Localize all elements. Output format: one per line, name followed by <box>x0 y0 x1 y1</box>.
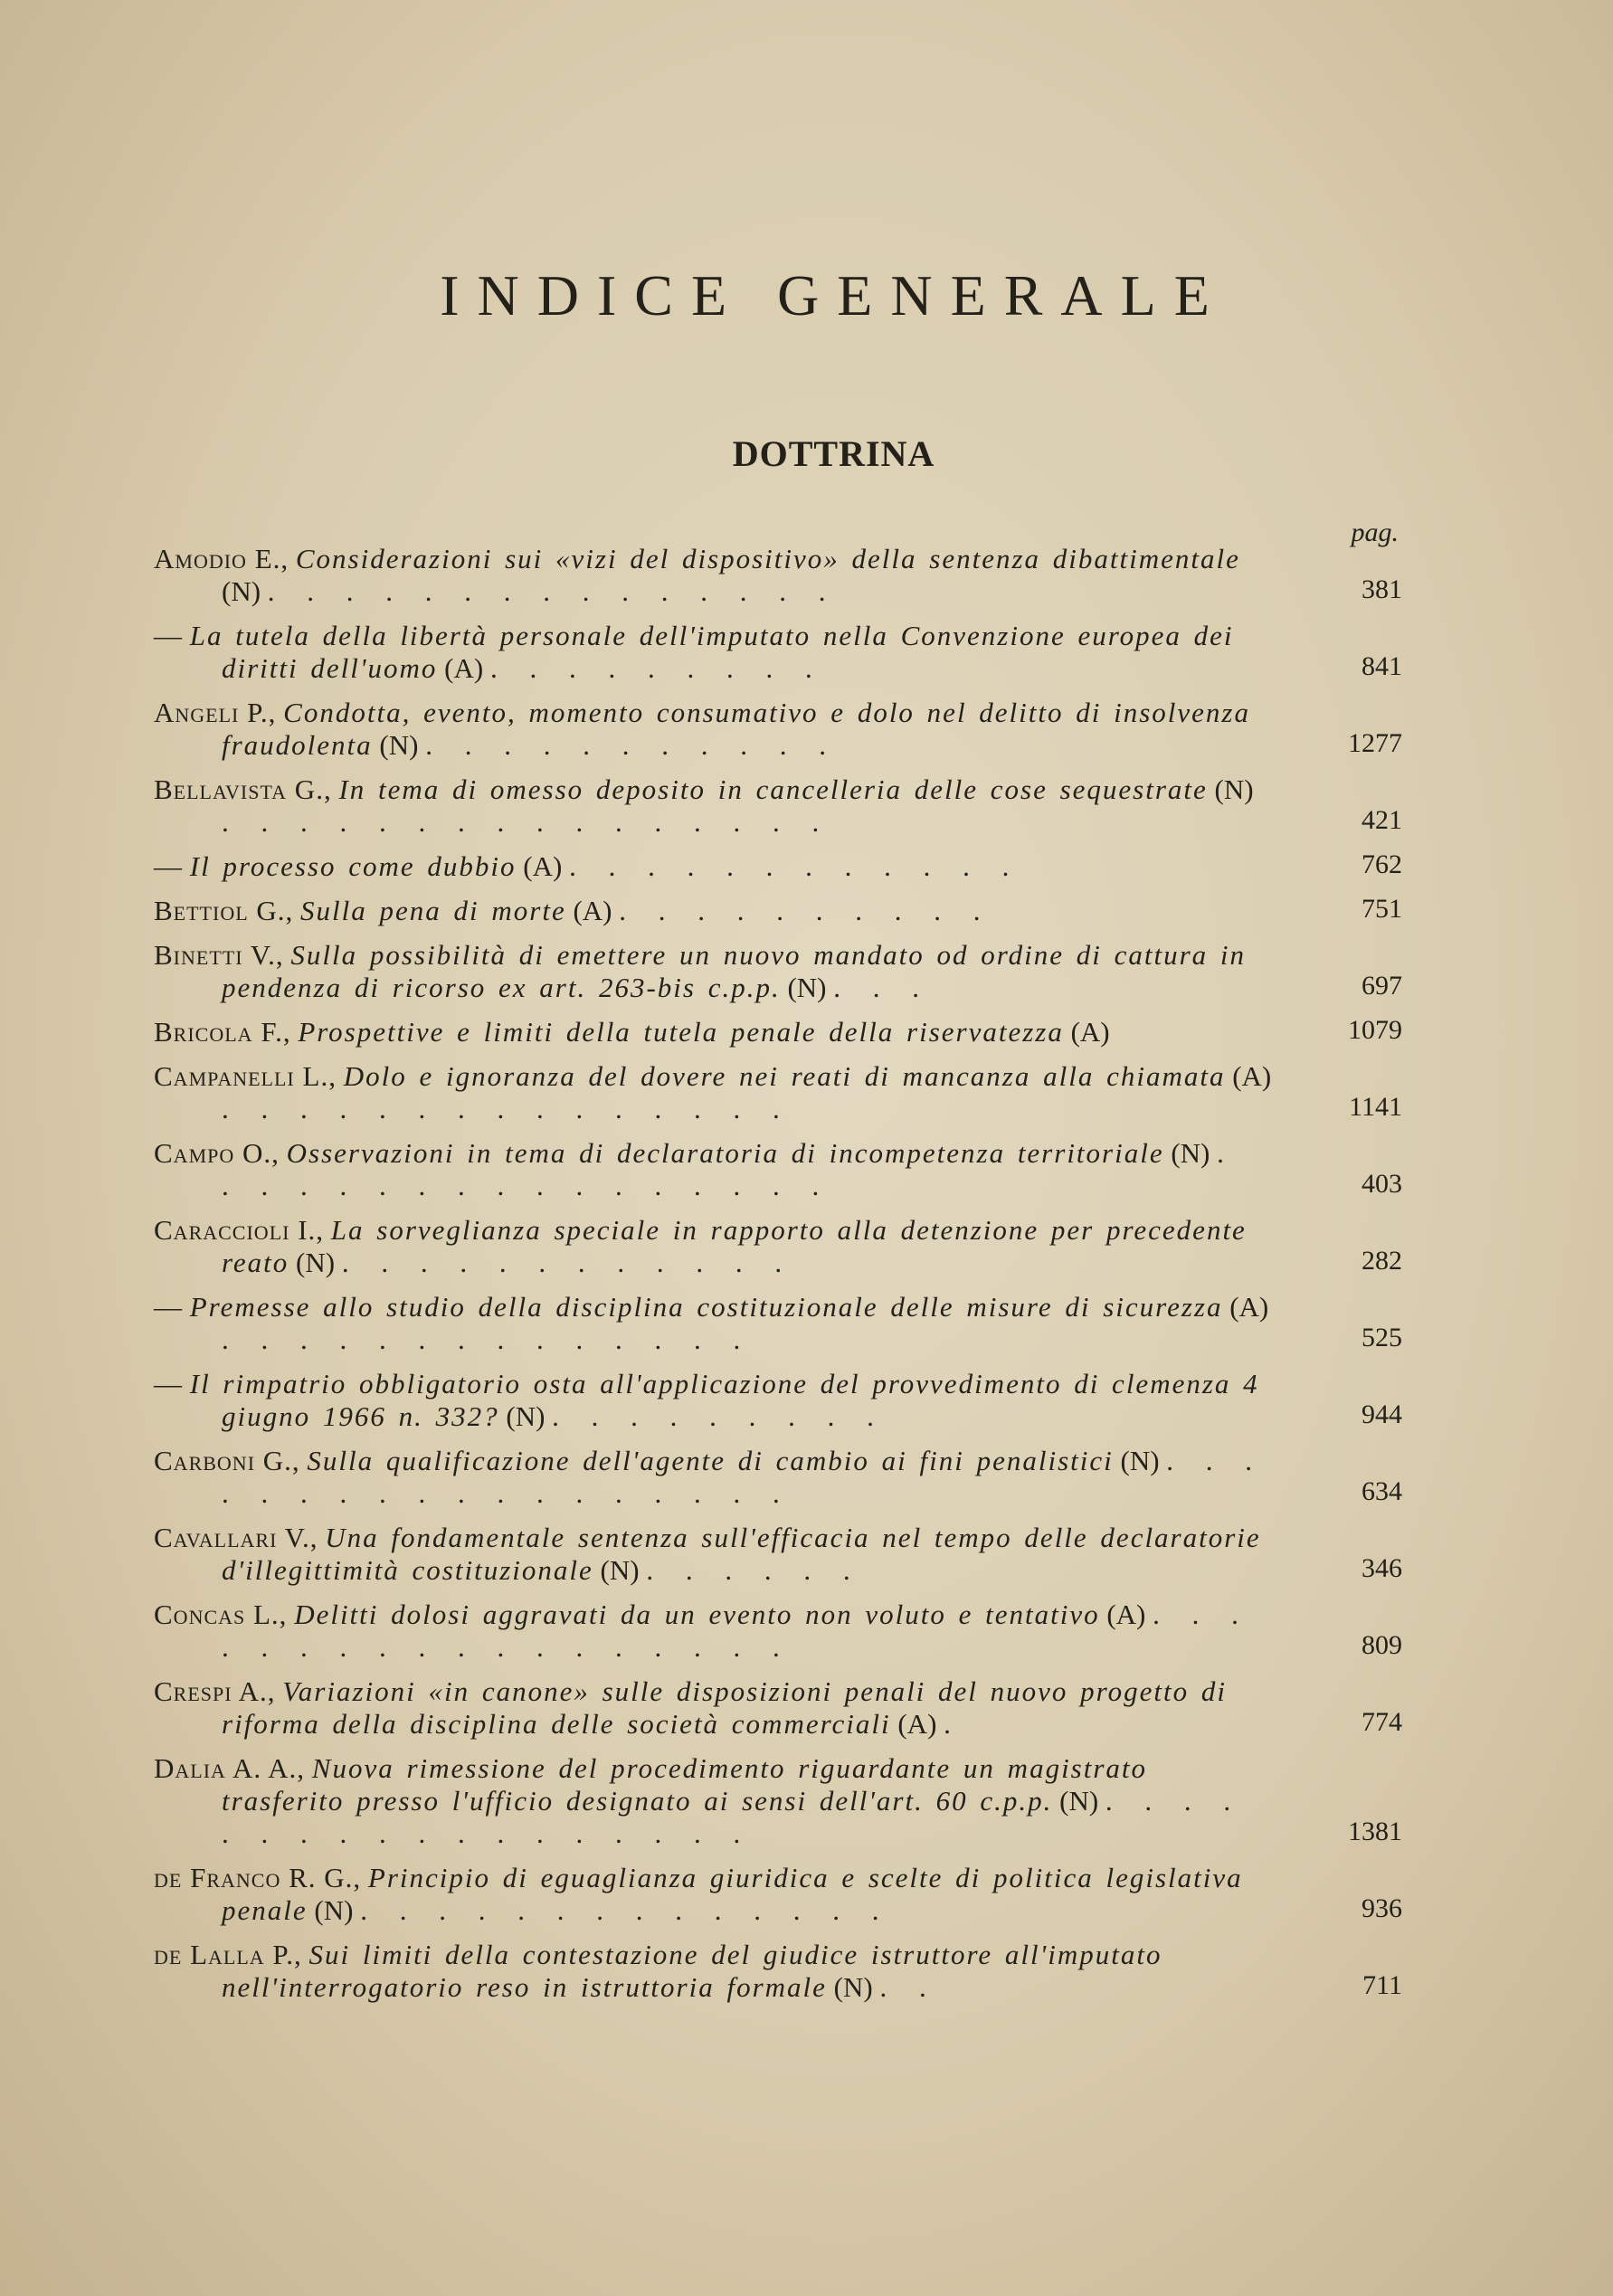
entry-type: (A) <box>573 895 612 926</box>
index-entry <box>154 1939 1402 2004</box>
leader-dots: . . . . . . <box>646 1554 863 1586</box>
leader-dots: . . . <box>833 972 933 1003</box>
entry-author: — <box>154 620 183 651</box>
entry-title: In tema di omesso deposito in cancelleria delle cose sequestrate <box>338 773 1208 805</box>
entry-page-number: 403 <box>1362 1169 1402 1199</box>
entry-type: (N) <box>1059 1785 1099 1817</box>
index-entry <box>154 1675 1402 1741</box>
leader-dots: . . . . . . . . . <box>552 1400 887 1432</box>
leader-dots: . . . . . . . . . . . . . . <box>360 1894 892 1926</box>
index-entry <box>154 1368 1402 1433</box>
entry-author: Bettiol G., <box>154 895 294 926</box>
entry-type: (N) <box>506 1400 546 1432</box>
entry-page-number: 774 <box>1362 1707 1402 1737</box>
entry-type: (A) <box>523 850 563 882</box>
entry-author: Angeli P., <box>154 697 277 728</box>
entry-title: Delitti dolosi aggravati da un evento non voluto e tentativo <box>294 1599 1100 1630</box>
leader-dots: . . . . . . . . . . . <box>425 729 839 761</box>
index-entry <box>154 620 1402 685</box>
entry-page-number: 282 <box>1362 1246 1402 1276</box>
index-entry <box>154 773 1402 839</box>
entry-title: Osservazioni in tema di declaratoria di incompetenza territoriale <box>286 1137 1164 1169</box>
entry-type: (A) <box>897 1708 937 1740</box>
entry-title: Prospettive e limiti della tutela penale della riservatezza <box>298 1016 1064 1048</box>
entry-type: (N) <box>379 729 419 761</box>
entry-author: Crespi A., <box>154 1675 276 1707</box>
index-entry <box>154 1522 1402 1587</box>
index-entries <box>154 543 1402 2016</box>
entry-title: Sui limiti della contestazione del giudice istruttore all'imputato nell'interrogatorio reso in istruttoria formale <box>222 1939 1162 2003</box>
entry-author: Cavallari V., <box>154 1522 318 1553</box>
entry-title: Il processo come dubbio <box>189 850 517 882</box>
entry-type: (N) <box>1120 1445 1160 1476</box>
index-entry <box>154 895 1402 927</box>
entry-title: Sulla qualificazione dell'agente di cambio ai fini penalistici <box>307 1445 1114 1476</box>
entry-page-number: 1381 <box>1348 1817 1402 1846</box>
entry-page-number: 1141 <box>1349 1092 1402 1122</box>
index-entry <box>154 1214 1402 1279</box>
entry-page-number: 381 <box>1362 574 1402 604</box>
entry-author: Campanelli L., <box>154 1060 337 1092</box>
entry-type: (A) <box>1070 1016 1110 1048</box>
entry-author: Carboni G., <box>154 1445 300 1476</box>
entry-type: (N) <box>1214 773 1254 805</box>
entry-page-number: 711 <box>1362 1970 1402 2000</box>
section-title: DOTTRINA <box>732 433 935 474</box>
entry-type: (A) <box>444 652 484 684</box>
entry-author: — <box>154 850 183 882</box>
entry-page-number: 525 <box>1362 1323 1402 1352</box>
leader-dots: . . . . . . . . . . . . . . . . . . <box>222 1599 1251 1663</box>
leader-dots: . . . . . . . . . . . . . . . . . . <box>222 1445 1266 1509</box>
entry-title: Variazioni «in canone» sulle disposizioni penali del nuovo progetto di riforma della disciplina delle società commerciali <box>222 1675 1227 1740</box>
leader-dots: . . . . . . . . . . . . <box>341 1247 795 1278</box>
page-column-label: pag. <box>1351 517 1399 547</box>
entry-title: La tutela della libertà personale dell'imputato nella Convenzione europea dei diritti dell'uomo <box>189 620 1234 684</box>
entry-page-number: 1079 <box>1348 1015 1402 1045</box>
entry-page-number: 751 <box>1362 894 1402 924</box>
entry-title: Il rimpatrio obbligatorio osta all'applicazione del provvedimento di clemenza 4 giugno 1966 n. 332? <box>189 1368 1259 1432</box>
entry-page-number: 697 <box>1362 971 1402 1001</box>
page-header-title: INDICE GENERALE <box>440 263 1228 327</box>
index-entry <box>154 697 1402 762</box>
leader-dots: . . . . . . . . . . . . . . . . . . <box>222 1785 1244 1849</box>
entry-title: Condotta, evento, momento consumativo e dolo nel delitto di insolvenza fraudolenta <box>222 697 1250 761</box>
entry-page-number: 762 <box>1362 849 1402 879</box>
entry-author: Bellavista G., <box>154 773 332 805</box>
leader-dots: . . . . . . . . . . . . . . . . <box>222 806 832 838</box>
index-entry <box>154 1016 1402 1048</box>
leader-dots: . . . . . . . . . . . . . . . <box>267 575 839 607</box>
entry-title: Premesse allo studio della disciplina costituzionale delle misure di sicurezza <box>189 1291 1223 1323</box>
entry-author: Amodio E., <box>154 543 289 574</box>
leader-dots: . . . . . . . . . <box>489 652 825 684</box>
entry-author: Bricola F., <box>154 1016 291 1048</box>
entry-author: Campo O., <box>154 1137 280 1169</box>
index-entry <box>154 1862 1402 1927</box>
index-entry <box>154 1060 1402 1125</box>
index-entry <box>154 850 1402 883</box>
entry-page-number: 634 <box>1362 1476 1402 1506</box>
entry-page-number: 809 <box>1362 1630 1402 1660</box>
entry-page-number: 421 <box>1362 805 1402 835</box>
entry-type: (A) <box>1106 1599 1146 1630</box>
entry-author: — <box>154 1368 183 1399</box>
leader-dots: . . . . . . . . . . . . . . . <box>222 1093 792 1124</box>
leader-dots: . . . . . . . . . . . . . . . . . <box>222 1137 1237 1201</box>
entry-type: (N) <box>833 1971 873 2003</box>
leader-dots: . . . . . . . . . . . . <box>569 850 1022 882</box>
leader-dots: . . <box>879 1971 939 2003</box>
entry-author: de Franco R. G., <box>154 1862 362 1893</box>
index-entry <box>154 543 1402 608</box>
index-entry <box>154 1291 1402 1356</box>
entry-title: La sorveglianza speciale in rapporto alla detenzione per precedente reato <box>222 1214 1247 1278</box>
index-entry <box>154 1599 1402 1664</box>
entry-title: Una fondamentale sentenza sull'efficacia nel tempo delle declaratorie d'illegittimità costituzionale <box>222 1522 1261 1586</box>
entry-page-number: 944 <box>1362 1399 1402 1429</box>
entry-title: Dolo e ignoranza del dovere nei reati di mancanza alla chiamata <box>343 1060 1226 1092</box>
entry-title: Principio di eguaglianza giuridica e scelte di politica legislativa penale <box>222 1862 1243 1926</box>
entry-type: (N) <box>314 1894 354 1926</box>
leader-dots: . . . . . . . . . . . . . . <box>222 1324 754 1355</box>
entry-type: (A) <box>1232 1060 1272 1092</box>
entry-page-number: 1277 <box>1348 728 1402 758</box>
entry-author: Binetti V., <box>154 939 284 971</box>
entry-type: (N) <box>600 1554 640 1586</box>
index-entry <box>154 1752 1402 1850</box>
entry-type: (N) <box>787 972 827 1003</box>
entry-title: Sulla possibilità di emettere un nuovo mandato od ordine di cattura in pendenza di ricorso ex art. 263-bis c.p.p. <box>222 939 1247 1003</box>
entry-author: — <box>154 1291 183 1323</box>
entry-page-number: 841 <box>1362 651 1402 681</box>
entry-type: (N) <box>296 1247 336 1278</box>
leader-dots: . . . . . . . . . . <box>619 895 993 926</box>
entry-author: Concas L., <box>154 1599 288 1630</box>
entry-title: Considerazioni sui «vizi del dispositivo» della sentenza dibattimentale <box>295 543 1240 574</box>
index-entry <box>154 1445 1402 1510</box>
entry-author: de Lalla P., <box>154 1939 302 1970</box>
entry-page-number: 346 <box>1362 1553 1402 1583</box>
index-entry <box>154 1137 1402 1202</box>
entry-title: Nuova rimessione del procedimento riguardante un magistrato trasferito presso l'ufficio designato ai sensi dell'art. 60 c.p.p. <box>222 1752 1148 1817</box>
entry-title: Sulla pena di morte <box>300 895 566 926</box>
entry-author: Dalia A. A., <box>154 1752 306 1784</box>
entry-author: Caraccioli I., <box>154 1214 325 1246</box>
entry-type: (A) <box>1229 1291 1269 1323</box>
index-entry <box>154 939 1402 1004</box>
entry-type: (N) <box>222 575 261 607</box>
leader-dots: . <box>944 1708 963 1740</box>
entry-type: (N) <box>1171 1137 1210 1169</box>
entry-page-number: 936 <box>1362 1893 1402 1923</box>
